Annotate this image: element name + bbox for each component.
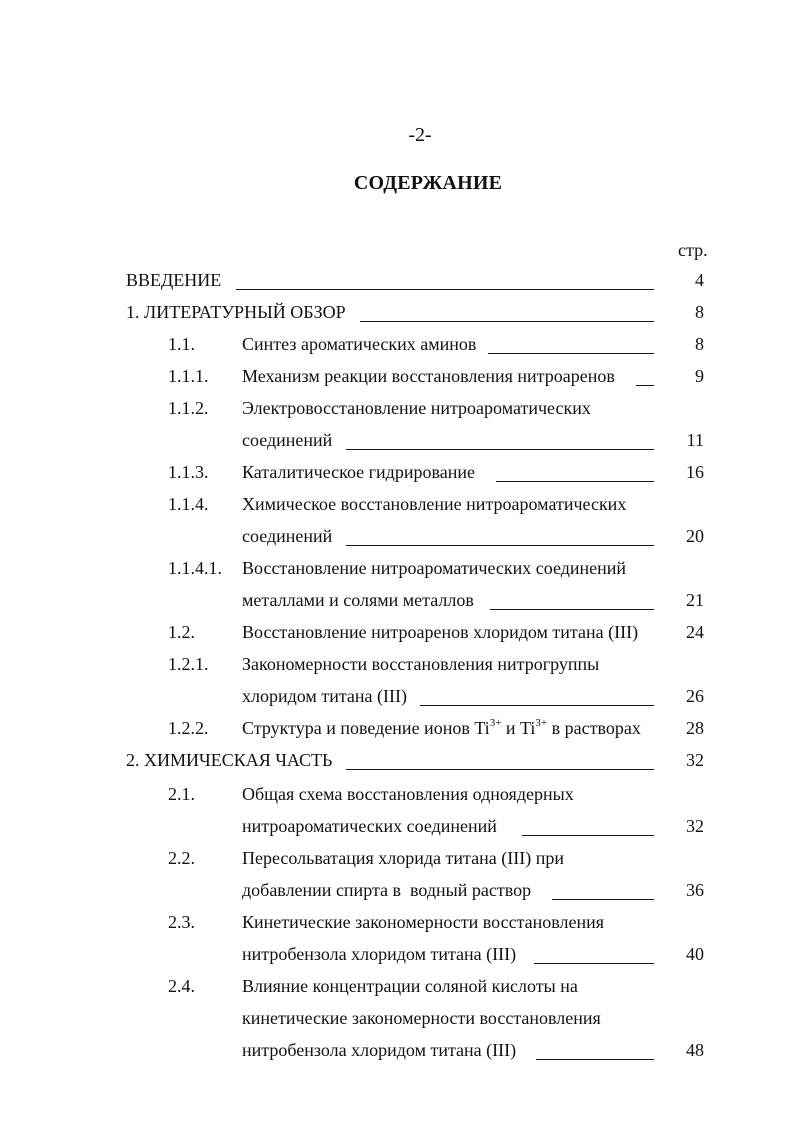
toc-entry[interactable] [0, 558, 793, 584]
toc-entry-title: Кинетические закономерности восстановления [242, 912, 605, 932]
toc-entry-title: хлоридом титана (III) [242, 686, 407, 706]
toc-entry[interactable] [0, 784, 793, 810]
leader-line [490, 609, 654, 610]
toc-entry-page: 9 [695, 366, 704, 386]
toc-entry-number: 1.1.4. [168, 494, 209, 514]
toc-entry-continuation[interactable] [0, 430, 793, 456]
superscript-charge: 3+ [489, 717, 502, 729]
toc-entry-number: 2.4. [168, 976, 195, 996]
toc-entry-page: 8 [695, 302, 704, 322]
toc-entry-page: 11 [686, 430, 704, 450]
toc-entry-title: Химическое восстановление нитроароматических [242, 494, 627, 514]
toc-entry[interactable] [0, 302, 793, 328]
toc-entry-page: 32 [686, 816, 704, 836]
leader-line [346, 545, 654, 546]
toc-entry[interactable] [0, 366, 793, 392]
toc-entry[interactable] [0, 622, 793, 648]
toc-entry-title: Электровосстановление нитроароматических [242, 398, 591, 418]
toc-entry-number: 1.2.2. [168, 718, 209, 738]
toc-entry-title: Восстановление нитроароматических соединений [242, 558, 627, 578]
toc-entry[interactable] [0, 976, 793, 1002]
page-number: -2- [408, 124, 432, 146]
toc-entry[interactable] [0, 462, 793, 488]
toc-entry-title: Влияние концентрации соляной кислоты на [242, 976, 578, 996]
toc-entry-page: 36 [686, 880, 704, 900]
toc-entry-number: 1.2. [168, 622, 195, 642]
leader-line [236, 289, 654, 290]
toc-entry[interactable] [0, 654, 793, 680]
toc-entry-page: 32 [686, 750, 704, 770]
toc-entry-page: 21 [686, 590, 704, 610]
toc-entry-title: нитробензола хлоридом титана (III) [242, 1040, 517, 1060]
page-title: СОДЕРЖАНИЕ [353, 172, 503, 194]
leader-line [636, 385, 654, 386]
toc-entry-continuation[interactable] [0, 686, 793, 712]
toc-entry-page: 48 [686, 1040, 704, 1060]
toc-entry-continuation[interactable] [0, 1040, 793, 1066]
toc-entry-page: 26 [686, 686, 704, 706]
leader-line [420, 705, 654, 706]
leader-line [496, 481, 654, 482]
toc-entry-page: 28 [686, 718, 704, 738]
toc-entry[interactable] [0, 848, 793, 874]
toc-entry-title: Восстановление нитроаренов хлоридом титана (III) [242, 622, 639, 642]
leader-line [552, 899, 654, 900]
toc-entry-continuation[interactable] [0, 880, 793, 906]
toc-entry-page: 40 [686, 944, 704, 964]
superscript-charge: 3+ [535, 717, 548, 729]
toc-entry-continuation[interactable] [0, 526, 793, 552]
toc-entry[interactable] [0, 494, 793, 520]
toc-entry-title: соединений [242, 430, 333, 450]
toc-entry-title: Пересольватация хлорида титана (III) при [242, 848, 564, 868]
toc-entry[interactable] [0, 334, 793, 360]
toc-entry-number: 2.2. [168, 848, 195, 868]
toc-entry-title: Каталитическое гидрирование [242, 462, 475, 482]
toc-entry[interactable] [0, 718, 793, 744]
toc-entry-continuation[interactable] [0, 1008, 793, 1034]
toc-entry-number: 1.1.3. [168, 462, 209, 482]
toc-entry-title: Закономерности восстановления нитрогруппы [242, 654, 600, 674]
toc-entry-number: 1.1. [168, 334, 195, 354]
toc-entry-title: добавлении спирта в водный раствор [242, 880, 532, 900]
toc-entry-title: соединений [242, 526, 333, 546]
toc-entry-number: 2.3. [168, 912, 195, 932]
leader-line [488, 353, 654, 354]
leader-line [360, 321, 654, 322]
toc-entry-title: 2. ХИМИЧЕСКАЯ ЧАСТЬ [126, 750, 333, 770]
page-column-header: стр. [678, 240, 708, 260]
toc-entry-title: 1. ЛИТЕРАТУРНЫЙ ОБЗОР [126, 302, 346, 322]
toc-entry[interactable] [0, 750, 793, 776]
toc-entry-title: нитробензола хлоридом титана (III) [242, 944, 517, 964]
toc-entry-page: 4 [695, 270, 704, 290]
toc-entry-number: 1.1.4.1. [168, 558, 222, 578]
toc-entry-number: 1.1.1. [168, 366, 209, 386]
leader-line [346, 449, 654, 450]
toc-entry-title: Синтез ароматических аминов [242, 334, 477, 354]
toc-entry-page: 8 [695, 334, 704, 354]
toc-entry-title: металлами и солями металлов [242, 590, 474, 610]
toc-entry-number: 1.2.1. [168, 654, 209, 674]
leader-line [522, 835, 654, 836]
toc-entry-page: 20 [686, 526, 704, 546]
toc-entry-title: кинетические закономерности восстановления [242, 1008, 601, 1028]
toc-entry-continuation[interactable] [0, 816, 793, 842]
toc-title-part: и Ti [501, 718, 536, 738]
toc-entry-title: Механизм реакции восстановления нитроаренов [242, 366, 615, 386]
toc-entry-number: 2.1. [168, 784, 195, 804]
toc-entry[interactable] [0, 912, 793, 938]
toc-entry-continuation[interactable] [0, 944, 793, 970]
toc-title-part: Структура и поведение ионов Ti [242, 718, 490, 738]
toc-entry-number: 1.1.2. [168, 398, 209, 418]
toc-entry-page: 16 [686, 462, 704, 482]
leader-line [534, 963, 654, 964]
toc-entry-continuation[interactable] [0, 590, 793, 616]
toc-title-part: в растворах [547, 718, 641, 738]
toc-entry-page: 24 [686, 622, 704, 642]
toc-entry-title: нитроароматических соединений [242, 816, 497, 836]
toc-entry-title [242, 718, 641, 739]
toc-entry[interactable] [0, 270, 793, 296]
toc-entry[interactable] [0, 398, 793, 424]
leader-line [536, 1059, 654, 1060]
toc-entry-title: Общая схема восстановления одноядерных [242, 784, 574, 804]
leader-line [346, 769, 654, 770]
toc-entry-title: ВВЕДЕНИЕ [126, 270, 222, 290]
